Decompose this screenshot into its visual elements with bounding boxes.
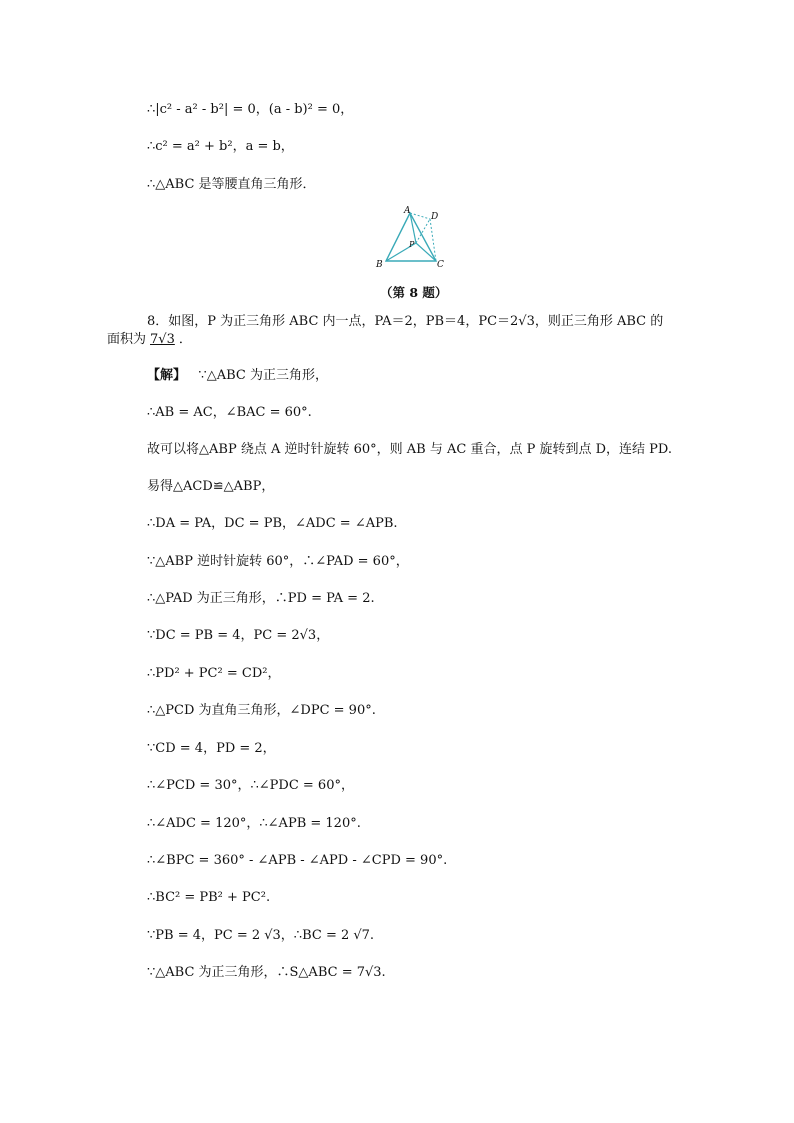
solution-line-2: 故可以将△ABP 绕点 A 逆时针旋转 60°，则 AB 与 AC 重合，点 P 旋转到点 D，连结 PD.: [147, 442, 672, 457]
solution-header: 【解】: [147, 368, 187, 383]
solution-header-line: [147, 367, 328, 385]
label-p: P: [409, 240, 415, 249]
solution-line-11: ∴∠PCD = 30°，∴∠PDC = 60°，: [147, 778, 354, 793]
solution-first: ∵△ABC 为正三角形，: [198, 368, 328, 383]
text-line-3: ∴△ABC 是等腰直角三角形．: [147, 177, 316, 192]
problem-suffix: ．: [178, 332, 192, 347]
problem-prefix: 面积为: [107, 332, 147, 347]
solution-line-16: ∵△ABC 为正三角形，∴S△ABC = 7√3.: [147, 965, 386, 980]
segment-pd: [416, 219, 430, 243]
solution-line-4: ∴DA = PA，DC = PB，∠ADC = ∠APB.: [147, 516, 398, 531]
segment-pc: [416, 243, 436, 261]
solution-line-14: ∴BC² = PB² + PC².: [147, 890, 271, 905]
problem-line-1: 8．如图，P 为正三角形 ABC 内一点，PA＝2，PB＝4，PC＝2√3，则正三角形 ABC 的: [147, 314, 664, 329]
label-c: C: [437, 260, 444, 270]
solution-line-1: ∴AB = AC，∠BAC = 60°.: [147, 405, 312, 420]
solution-line-10: ∵CD = 4，PD = 2，: [147, 741, 276, 756]
triangle-figure: [368, 203, 452, 273]
solution-line-15: ∵PB = 4，PC = 2 √3，∴BC = 2 √7.: [147, 928, 375, 943]
solution-line-9: ∴△PCD 为直角三角形，∠DPC = 90°.: [147, 703, 376, 718]
label-b: B: [376, 260, 383, 270]
solution-line-5: ∵△ABP 逆时针旋转 60°，∴∠PAD = 60°，: [147, 554, 409, 569]
figure-caption: （第 8 题）: [380, 285, 448, 300]
solution-line-8: ∴PD² + PC² = CD²，: [147, 666, 281, 681]
problem-line-2: [107, 331, 192, 349]
solution-line-6: ∴△PAD 为正三角形，∴PD = PA = 2.: [147, 591, 375, 606]
solution-line-7: ∵DC = PB = 4，PC = 2√3，: [147, 628, 330, 643]
solution-line-12: ∴∠ADC = 120°，∴∠APB = 120°.: [147, 816, 361, 831]
problem-answer: 7√3: [150, 332, 175, 347]
text-line-2: ∴c² = a² + b²，a = b，: [147, 139, 294, 154]
solution-line-13: ∴∠BPC = 360° - ∠APB - ∠APD - ∠CPD = 90°.: [147, 853, 448, 868]
label-a: A: [404, 206, 411, 216]
label-d: D: [431, 212, 439, 222]
text-line-1: ∴|c² - a² - b²| = 0，(a - b)² = 0，: [147, 102, 354, 117]
solution-line-3: 易得△ACD≌△ABP，: [147, 479, 275, 494]
